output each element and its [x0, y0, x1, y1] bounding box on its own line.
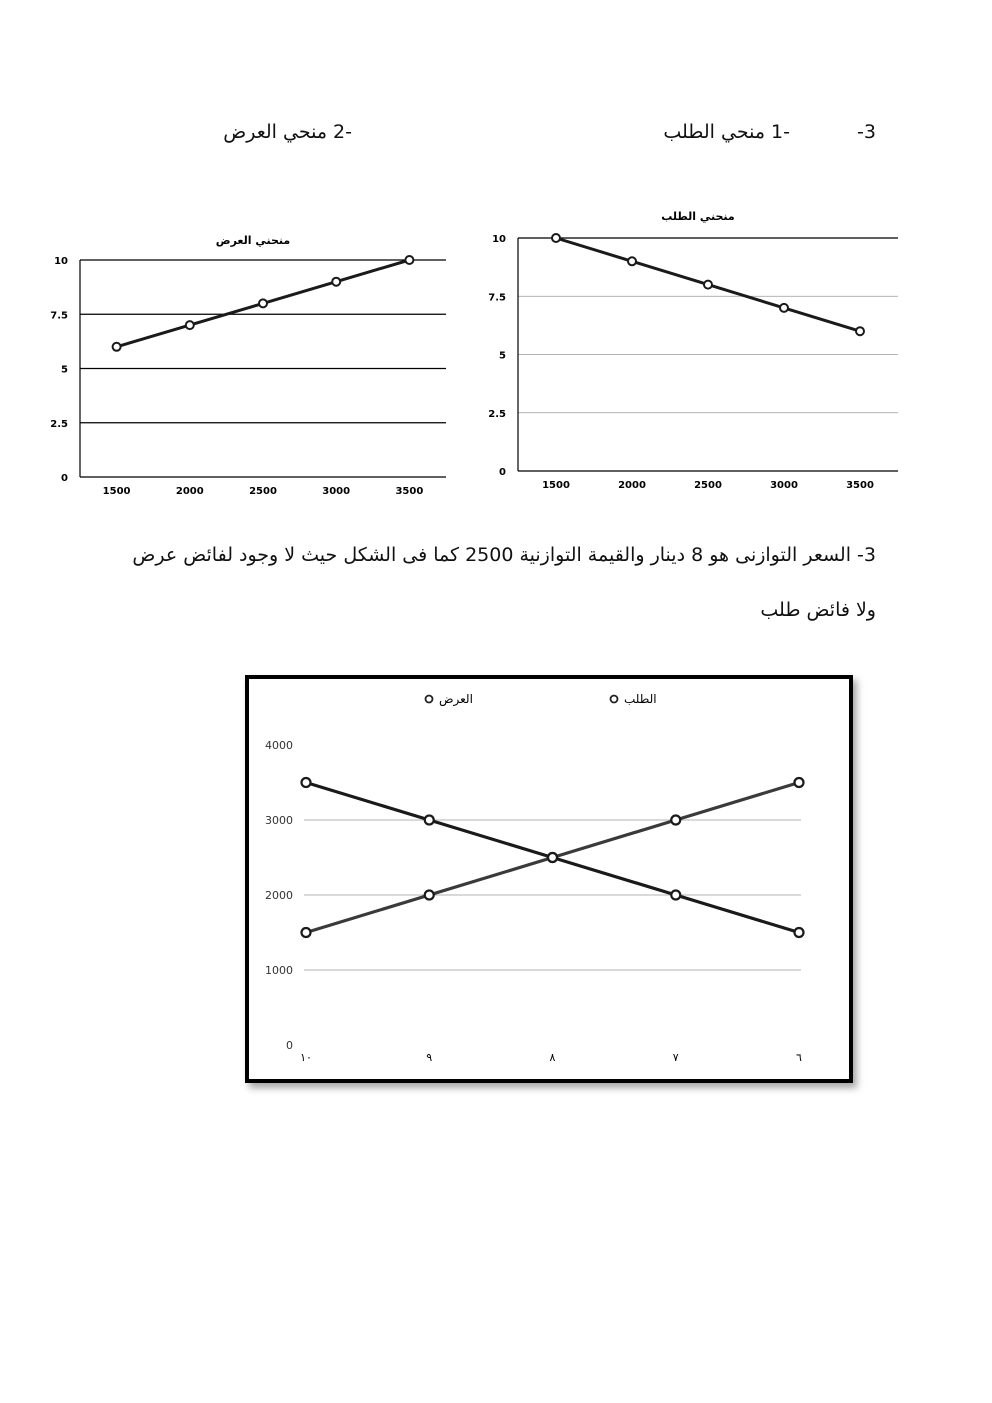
equilibrium-chart-frame	[245, 675, 853, 1083]
x-tick-label: ٧	[672, 1051, 679, 1064]
data-point	[302, 928, 311, 937]
y-tick-label: 2000	[265, 889, 293, 902]
data-point	[704, 281, 712, 289]
legend-label: الطلب	[624, 692, 657, 706]
y-tick-label: 4000	[265, 739, 293, 752]
data-point	[405, 256, 413, 264]
y-tick-label: 3000	[265, 814, 293, 827]
data-point	[795, 928, 804, 937]
legend-label: العرض	[439, 692, 473, 706]
legend-marker	[611, 696, 618, 703]
x-tick-label: 2500	[694, 480, 722, 491]
x-tick-label: ١٠	[300, 1051, 312, 1064]
supply-chart	[40, 222, 452, 500]
data-point	[259, 299, 267, 307]
data-point	[113, 343, 121, 351]
data-point	[548, 853, 557, 862]
data-point	[628, 257, 636, 265]
equilibrium-chart	[249, 679, 849, 1079]
x-tick-label: 3500	[846, 480, 874, 491]
y-tick-label: 0	[286, 1039, 293, 1052]
data-point	[856, 327, 864, 335]
y-tick-label: 2.5	[50, 418, 68, 430]
y-tick-label: 2.5	[488, 408, 506, 420]
x-tick-label: 2500	[249, 486, 277, 497]
data-point	[671, 816, 680, 825]
x-tick-label: ٨	[549, 1051, 556, 1064]
data-point	[186, 321, 194, 329]
y-tick-label: 5	[499, 350, 506, 362]
equilibrium-paragraph-line1: 3- السعر التوازنى هو 8 دينار والقيمة التوازنية 2500 كما فى الشكل حيث لا وجود لفائض عرض	[132, 544, 876, 566]
x-tick-label: 1500	[542, 480, 570, 491]
data-point	[332, 278, 340, 286]
y-tick-label: 10	[492, 234, 506, 245]
equilibrium-paragraph-line2: ولا فائض طلب	[760, 599, 876, 621]
x-tick-label: 1500	[102, 486, 131, 497]
y-tick-label: 7.5	[50, 310, 68, 322]
data-point	[795, 778, 804, 787]
data-point	[671, 891, 680, 900]
x-tick-label: ٩	[426, 1051, 433, 1064]
data-point	[552, 234, 560, 242]
y-tick-label: 10	[54, 256, 68, 267]
y-tick-label: 5	[61, 364, 68, 376]
demand-chart	[480, 200, 905, 500]
supply-curve-heading: -2 منحي العرض	[223, 121, 352, 143]
x-tick-label: 3500	[395, 486, 424, 497]
chart-title: منحني العرض	[215, 234, 291, 247]
data-point	[302, 778, 311, 787]
y-tick-label: 0	[499, 467, 506, 478]
data-point	[425, 891, 434, 900]
data-point	[780, 304, 788, 312]
y-tick-label: 7.5	[488, 292, 506, 304]
chart-title: منحني الطلب	[661, 210, 735, 223]
data-point	[425, 816, 434, 825]
x-tick-label: 2000	[175, 486, 204, 497]
x-tick-label: ٦	[796, 1051, 802, 1064]
x-tick-label: 3000	[322, 486, 351, 497]
y-tick-label: 1000	[265, 964, 293, 977]
y-tick-label: 0	[61, 473, 68, 484]
legend-marker	[426, 696, 433, 703]
x-tick-label: 3000	[770, 480, 798, 491]
demand-curve-heading: -1 منحي الطلب	[663, 121, 790, 143]
item-number-3: -3	[857, 121, 876, 143]
x-tick-label: 2000	[618, 480, 646, 491]
